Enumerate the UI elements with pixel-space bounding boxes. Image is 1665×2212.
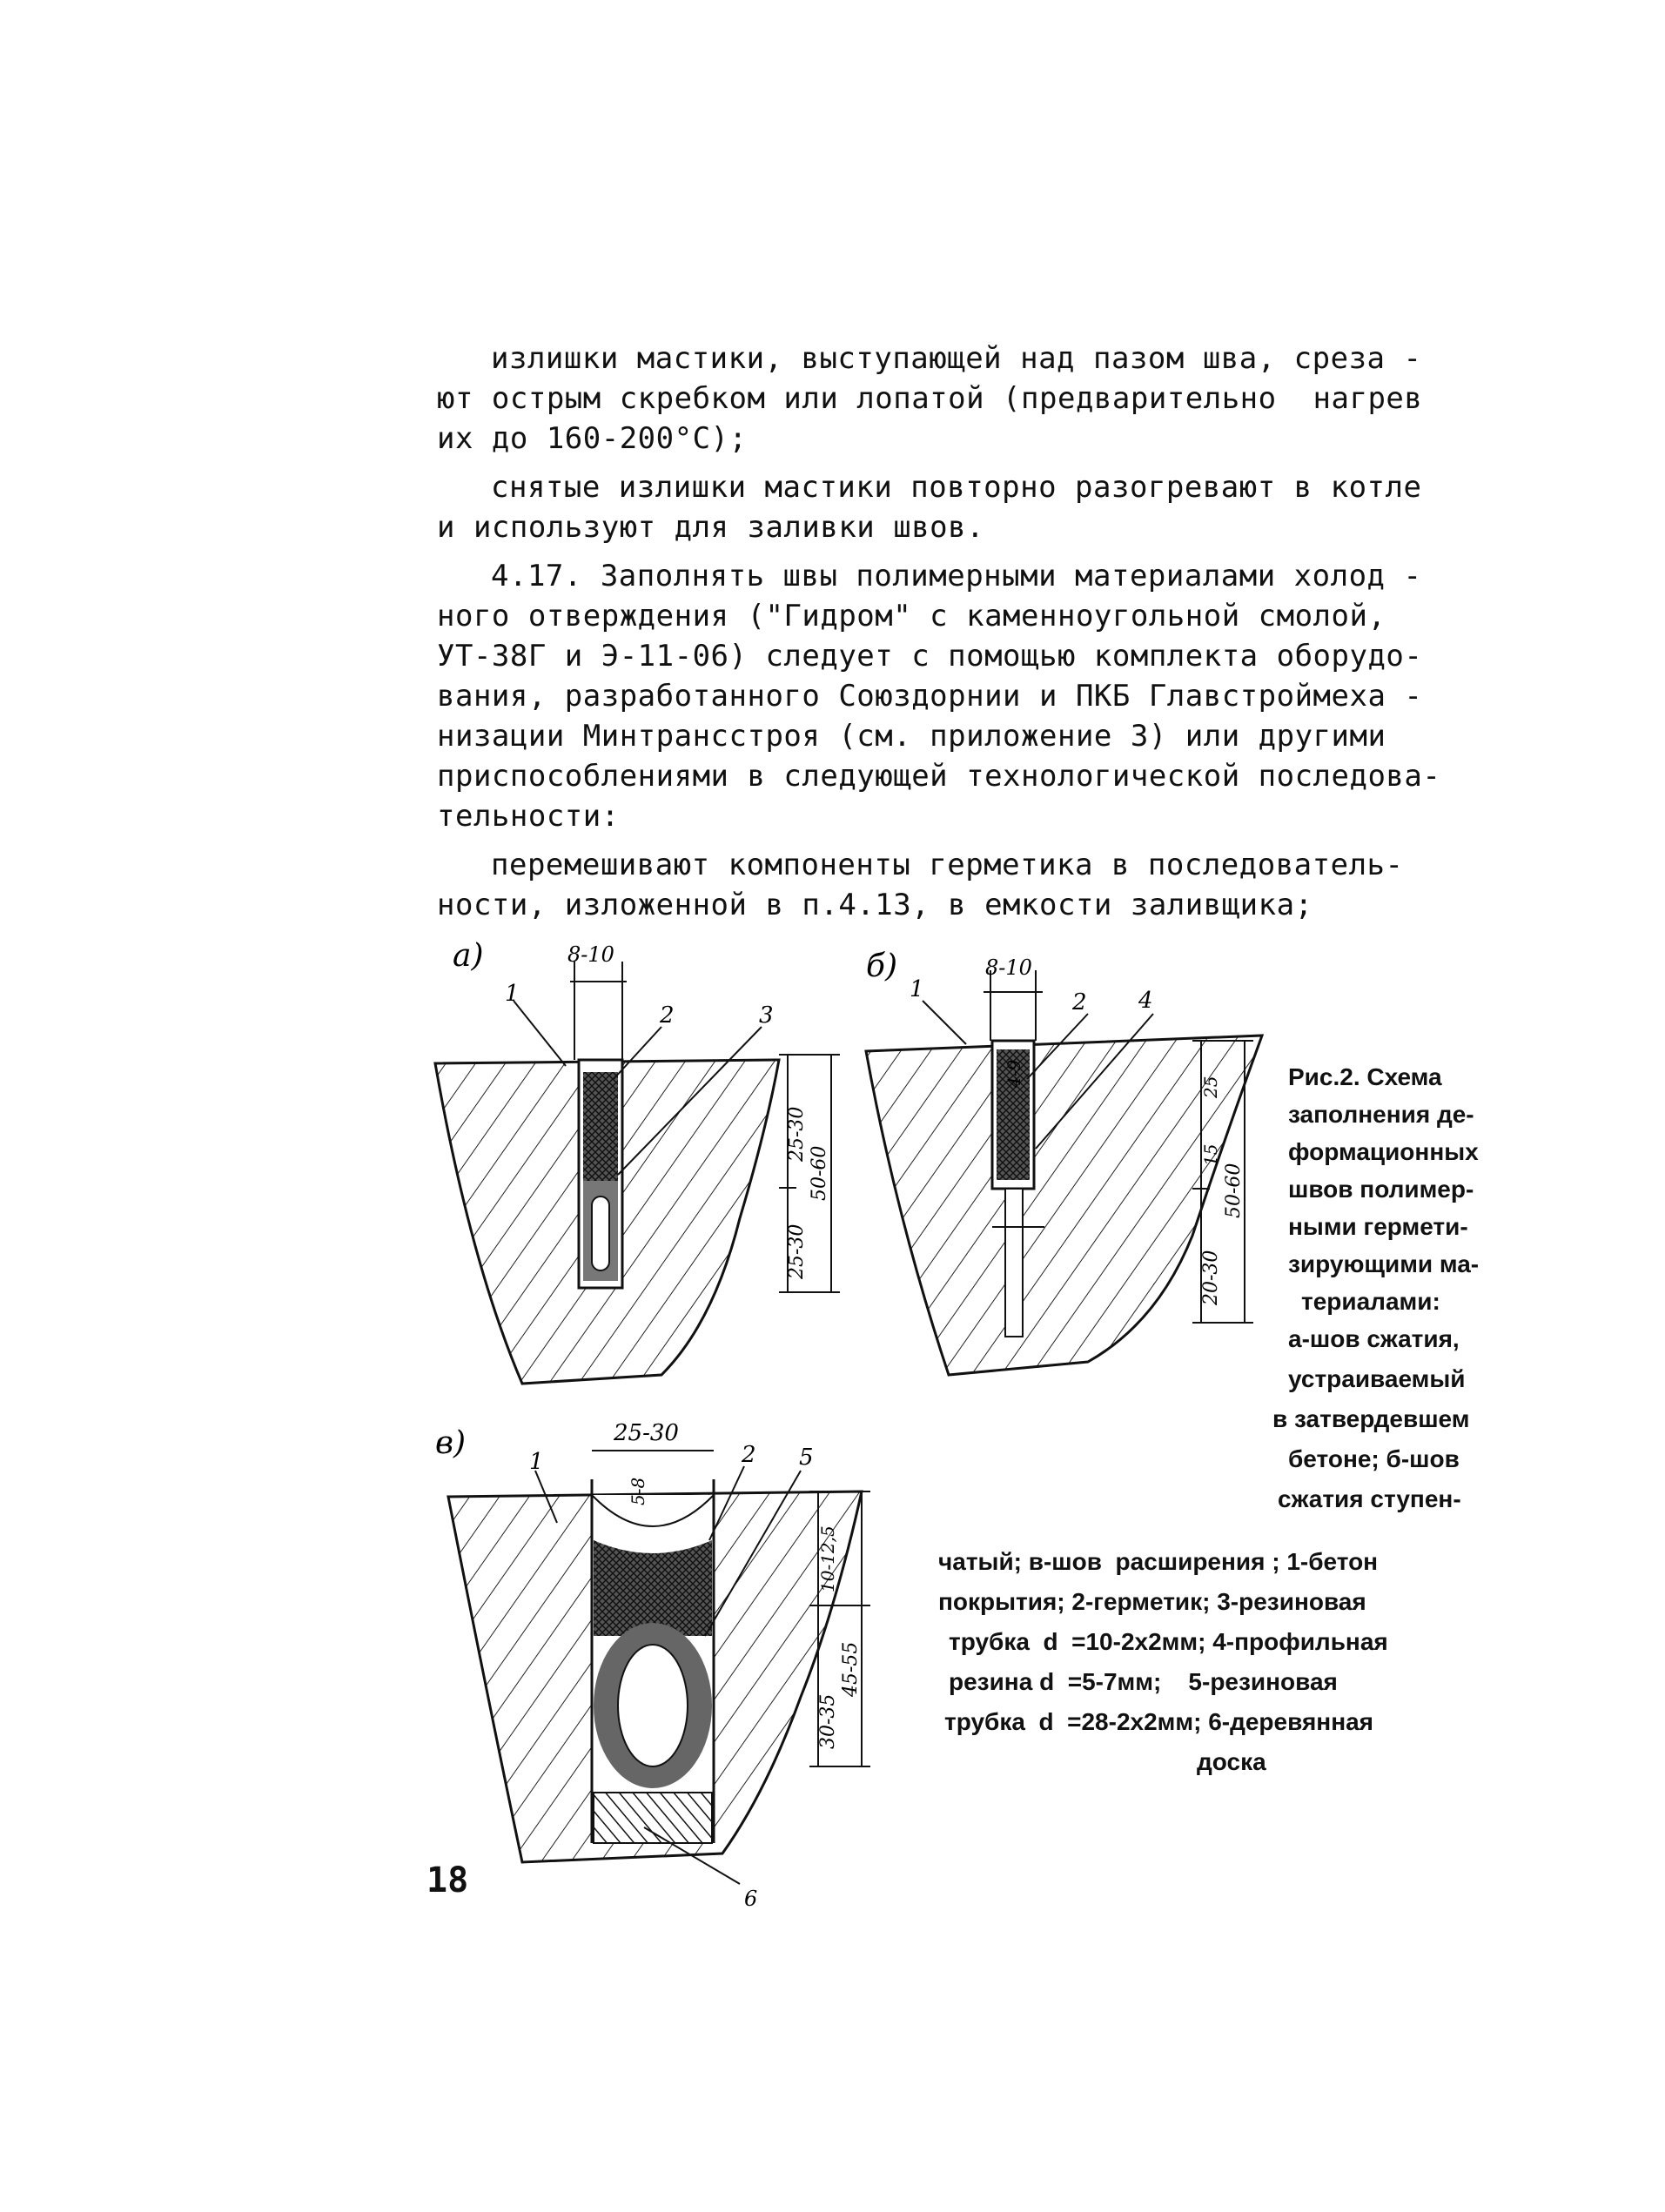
callout-number: 1 bbox=[910, 976, 924, 1002]
callout-number: 3 bbox=[759, 1002, 774, 1029]
text-line: ют острым скребком или лопатой (предварительно нагрев bbox=[437, 381, 1423, 416]
caption-line: доска bbox=[1197, 1748, 1266, 1775]
dim-label: 20-30 bbox=[1200, 1250, 1222, 1305]
dim-label: 15 bbox=[1200, 1143, 1221, 1166]
callout-number: 2 bbox=[660, 1002, 675, 1029]
text-line: тельности: bbox=[437, 799, 620, 834]
callout-number: 5 bbox=[799, 1445, 814, 1471]
text-line: снятые излишки мастики повторно разогревают в котле bbox=[491, 470, 1422, 505]
callout-number: 1 bbox=[529, 1449, 544, 1475]
caption-line: покрытия; 2-герметик; 3-резиновая bbox=[938, 1588, 1366, 1615]
caption-line: формационных bbox=[1288, 1138, 1479, 1165]
dim-label: 5-8 bbox=[628, 1477, 648, 1505]
panel-b-label: б) bbox=[866, 948, 898, 984]
caption-line: сжатия ступен- bbox=[1278, 1485, 1461, 1512]
caption-line: чатый; в-шов расширения ; 1-бетон bbox=[938, 1548, 1379, 1575]
dim-label: 45-55 bbox=[840, 1641, 862, 1697]
text-line: 4.17. Заполнять швы полимерными материалами холод - bbox=[491, 559, 1422, 593]
panel-v-label: в) bbox=[435, 1425, 466, 1461]
dim-label: 8-10 bbox=[567, 942, 614, 967]
caption-line: заполнения де- bbox=[1288, 1101, 1474, 1128]
callout-number: 2 bbox=[742, 1442, 756, 1468]
panel-b bbox=[866, 970, 1262, 1375]
caption-line: в затвердевшем bbox=[1272, 1405, 1470, 1432]
text-line: ности, изложенной в п.4.13, в емкости заливщика; bbox=[437, 888, 1313, 922]
dim-label: 4-9 bbox=[1004, 1059, 1024, 1088]
caption-line: бетоне; б-шов bbox=[1288, 1445, 1460, 1472]
panel-a bbox=[435, 962, 840, 1384]
caption-line: устраиваемый bbox=[1288, 1365, 1466, 1392]
caption-line: ными гермети- bbox=[1288, 1213, 1468, 1240]
panel-a-label: а) bbox=[453, 938, 484, 974]
callout-number: 6 bbox=[744, 1887, 758, 1911]
caption-line: зирующими ма- bbox=[1288, 1250, 1480, 1277]
caption-line: резина d =5-7мм; 5-резиновая bbox=[949, 1668, 1338, 1695]
text-line: и используют для заливки швов. bbox=[437, 510, 985, 545]
text-line: низации Минтрансстроя (см. приложение 3) или другими bbox=[437, 719, 1386, 754]
text-line: ного отверждения ("Гидром" с каменноугольной смолой, bbox=[437, 599, 1386, 633]
dim-label: 25-30 bbox=[786, 1223, 808, 1279]
caption-line: Рис.2. Схема bbox=[1288, 1063, 1442, 1090]
page-number: 18 bbox=[426, 1860, 469, 1900]
text-line: перемешивают компоненты герметика в последователь- bbox=[491, 848, 1404, 882]
caption-line: териалами: bbox=[1301, 1288, 1440, 1315]
panel-v bbox=[448, 1451, 870, 1884]
dim-label: 25-30 bbox=[786, 1106, 808, 1162]
callout-number: 1 bbox=[505, 981, 520, 1007]
text-line: УТ-38Г и Э-11-06) следует с помощью комплекта оборудо- bbox=[437, 639, 1423, 674]
dim-label: 50-60 bbox=[809, 1145, 830, 1201]
dim-label: 10-12,5 bbox=[817, 1525, 838, 1592]
dim-label: 25 bbox=[1200, 1076, 1221, 1098]
caption-line: трубка d =10-2х2мм; 4-профильная bbox=[949, 1628, 1388, 1655]
caption-line: швов полимер- bbox=[1288, 1176, 1474, 1203]
text-line: вания, разработанного Союздорнии и ПКБ Главстроймеха - bbox=[437, 679, 1423, 714]
text-line: их до 160-200°С); bbox=[437, 421, 748, 456]
dim-label: 25-30 bbox=[614, 1420, 679, 1446]
dim-label: 8-10 bbox=[985, 955, 1032, 980]
caption-line: а-шов сжатия, bbox=[1288, 1325, 1460, 1352]
text-line: приспособлениями в следующей технологической последова- bbox=[437, 759, 1441, 794]
dim-label: 50-60 bbox=[1223, 1163, 1245, 1218]
callout-number: 2 bbox=[1072, 989, 1087, 1016]
text-line: излишки мастики, выступающей над пазом шва, среза - bbox=[491, 341, 1422, 376]
callout-number: 4 bbox=[1138, 988, 1153, 1014]
caption-line: трубка d =28-2х2мм; 6-деревянная bbox=[944, 1708, 1374, 1735]
dim-label: 30-35 bbox=[817, 1693, 839, 1749]
